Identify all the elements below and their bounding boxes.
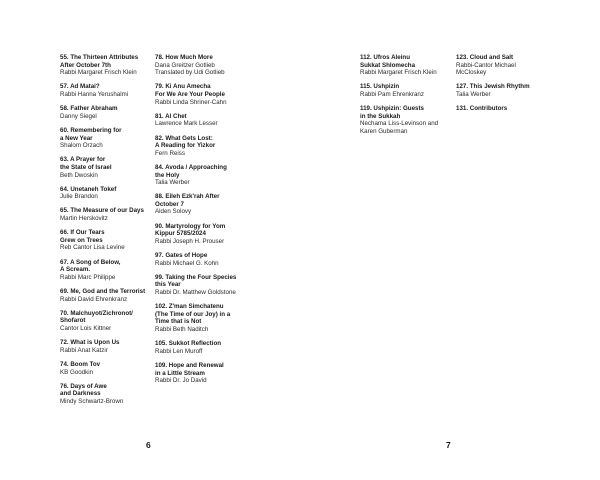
toc-entry-title: 60. Remembering for a New Year xyxy=(60,126,122,142)
toc-entry-author: KB Goodkin xyxy=(60,368,94,376)
toc-entry-author: Julie Brandon xyxy=(60,193,98,201)
toc-entry-title: 72. What is Upon Us xyxy=(60,339,120,347)
toc-entry-title: 81. Al Chet xyxy=(155,112,187,120)
toc-entry xyxy=(155,83,255,106)
toc-entry xyxy=(60,339,148,354)
toc-entry-author: Rabbi David Ehrenkranz xyxy=(60,295,128,303)
toc-entry-title: 55. The Thirteen Attributes After October 7th xyxy=(60,54,139,69)
toc-entry-author: Rabbi Michael G. Kohn xyxy=(155,259,219,267)
toc-entry xyxy=(60,186,148,201)
toc-entry xyxy=(155,340,255,355)
toc-entry xyxy=(360,54,450,77)
toc-entry-title: 64. Unetaneh Tokef xyxy=(60,185,117,193)
toc-entry xyxy=(60,259,148,282)
toc-entry-author: Talia Werber xyxy=(155,179,190,187)
toc-entry-title: 70. Malchuyot/Zichronot/ Shofarot xyxy=(60,309,133,325)
toc-entry xyxy=(60,288,148,303)
toc-entry-title: 82. What Gets Lost: A Reading for Yizkor xyxy=(155,134,216,150)
toc-entry-author: Mindy Schwartz-Brown xyxy=(60,397,124,405)
page-number-right: 7 xyxy=(446,440,451,450)
toc-entry-title: 69. Me, God and the Terrorist xyxy=(60,288,146,295)
toc-entry-title: 88. Eileh Ezk'rah After October 7 xyxy=(155,193,220,208)
toc-entry-author: Rabbi Dr. Matthew Goldstone xyxy=(155,289,236,296)
toc-entry xyxy=(155,54,255,77)
toc-entry-author: Rabbi Hanna Yerushalmi xyxy=(60,90,129,98)
toc-entry-author: Rabbi Dr. Jo David xyxy=(155,377,207,385)
toc-entry-author: Rabbi Anat Katzir xyxy=(60,346,108,354)
toc-entry-title: 58. Father Abraham xyxy=(60,105,118,113)
toc-column-1 xyxy=(60,54,148,412)
toc-entry-title: 66. If Our Tears Grew on Trees xyxy=(60,229,105,244)
toc-entry-title: 115. Ushpizin xyxy=(360,83,400,91)
toc-entry-author: Rabbi-Cantor Michael McCloskey xyxy=(456,61,516,77)
toc-entry xyxy=(360,105,450,135)
toc-entry-title: 78. How Much More xyxy=(155,54,213,61)
toc-entry-author: Talia Werber xyxy=(456,90,491,98)
toc-entry xyxy=(155,362,255,385)
toc-entry-author: Fern Reiss xyxy=(155,149,185,157)
toc-column-3 xyxy=(360,54,450,142)
toc-entry xyxy=(155,252,255,267)
toc-entry xyxy=(155,274,255,297)
toc-entry xyxy=(155,223,255,246)
toc-entry xyxy=(60,383,148,406)
toc-entry-author: Cantor Lois Kittner xyxy=(60,324,112,332)
toc-entry xyxy=(456,83,546,98)
toc-entry-author: Rabbi Margaret Frisch Klein xyxy=(60,69,137,77)
toc-entry xyxy=(155,113,255,128)
toc-entry-title: 109. Hope and Renewal in a Little Stream xyxy=(155,361,224,377)
toc-entry-author: Martin Herskovitz xyxy=(60,215,108,223)
toc-entry xyxy=(456,54,546,77)
toc-entry-author: Beth Dwoskin xyxy=(60,171,98,179)
toc-entry xyxy=(60,54,148,77)
toc-entry-author: Shalom Orzach xyxy=(60,142,103,150)
toc-entry xyxy=(60,83,148,98)
toc-entry-title: 127. This Jewish Rhythm xyxy=(456,83,530,91)
toc-entry-title: 123. Cloud and Salt xyxy=(456,54,514,61)
toc-entry-title: 63. A Prayer for the State of Israel xyxy=(60,156,112,171)
toc-entry-author: Rabbi Joseph H. Prouser xyxy=(155,237,225,245)
toc-entry-author: Reb Cantor Lisa Levine xyxy=(60,244,125,252)
toc-entry xyxy=(155,164,255,187)
toc-entry xyxy=(155,303,255,333)
toc-entry xyxy=(155,193,255,216)
toc-entry-author: Rabbi Margaret Frisch Klein xyxy=(360,69,437,77)
toc-entry-title: 84. Avoda / Approaching the Holy xyxy=(155,163,227,179)
toc-column-2 xyxy=(155,54,255,391)
toc-entry xyxy=(360,83,450,98)
toc-entry-title: 105. Sukkot Reflection xyxy=(155,340,222,348)
toc-entry-title: 119. Ushpizin: Guests in the Sukkah xyxy=(360,105,424,120)
toc-entry-title: 99. Taking the Four Species this Year xyxy=(155,273,237,289)
toc-entry xyxy=(60,156,148,179)
toc-entry xyxy=(60,229,148,252)
toc-entry-title: 131. Contributors xyxy=(456,105,508,113)
toc-entry-author: Alden Solovy xyxy=(155,208,192,216)
toc-entry-author: Rabbi Pam Ehrenkranz xyxy=(360,90,424,98)
toc-entry-title: 102. Z'man Simchatenu (The Time of our Joy) in a Time that is Not xyxy=(155,303,231,326)
toc-entry-author: Rabbi Linda Shriner-Cahn xyxy=(155,98,227,106)
toc-entry-title: 97. Gates of Hope xyxy=(155,252,208,260)
toc-entry-author: Lawrence Mark Lesser xyxy=(155,120,218,128)
toc-entry xyxy=(60,310,148,333)
toc-entry-author: Rabbi Marc Philippe xyxy=(60,273,116,281)
page-number-left: 6 xyxy=(146,440,151,450)
toc-entry-title: 74. Boom Tov xyxy=(60,360,101,368)
toc-entry-title: 65. The Measure of our Days xyxy=(60,207,144,215)
toc-entry-title: 57. Ad Matai? xyxy=(60,83,100,91)
toc-entry-author: Rabbi Beth Naditch xyxy=(155,325,209,333)
toc-entry-author: Nechama Liss-Levinson and Karen Guberman xyxy=(360,120,439,135)
toc-entry-title: 112. Ufros Aleinu Sukkat Shlomecha xyxy=(360,54,416,69)
toc-entry-author: Rabbi Len Muroff xyxy=(155,347,203,355)
toc-column-4 xyxy=(456,54,546,119)
toc-entry xyxy=(60,127,148,150)
toc-entry xyxy=(60,105,148,120)
toc-entry xyxy=(60,361,148,376)
toc-entry-author: Danny Siegel xyxy=(60,112,97,120)
toc-entry-title: 76. Days of Awe and Darkness xyxy=(60,382,107,398)
toc-entry-title: 90. Martyrology for Yom Kippur 5785/2024 xyxy=(155,222,226,238)
toc-entry-title: 79. Ki Anu Amecha For We Are Your People xyxy=(155,83,225,98)
toc-entry xyxy=(60,207,148,222)
toc-entry-author: Dana Greitzer Gotlieb Translated by Udi Gotlieb xyxy=(155,61,225,77)
toc-entry-title: 67. A Song of Below, A Scream. xyxy=(60,258,121,274)
toc-entry xyxy=(155,135,255,158)
toc-entry xyxy=(456,105,546,113)
